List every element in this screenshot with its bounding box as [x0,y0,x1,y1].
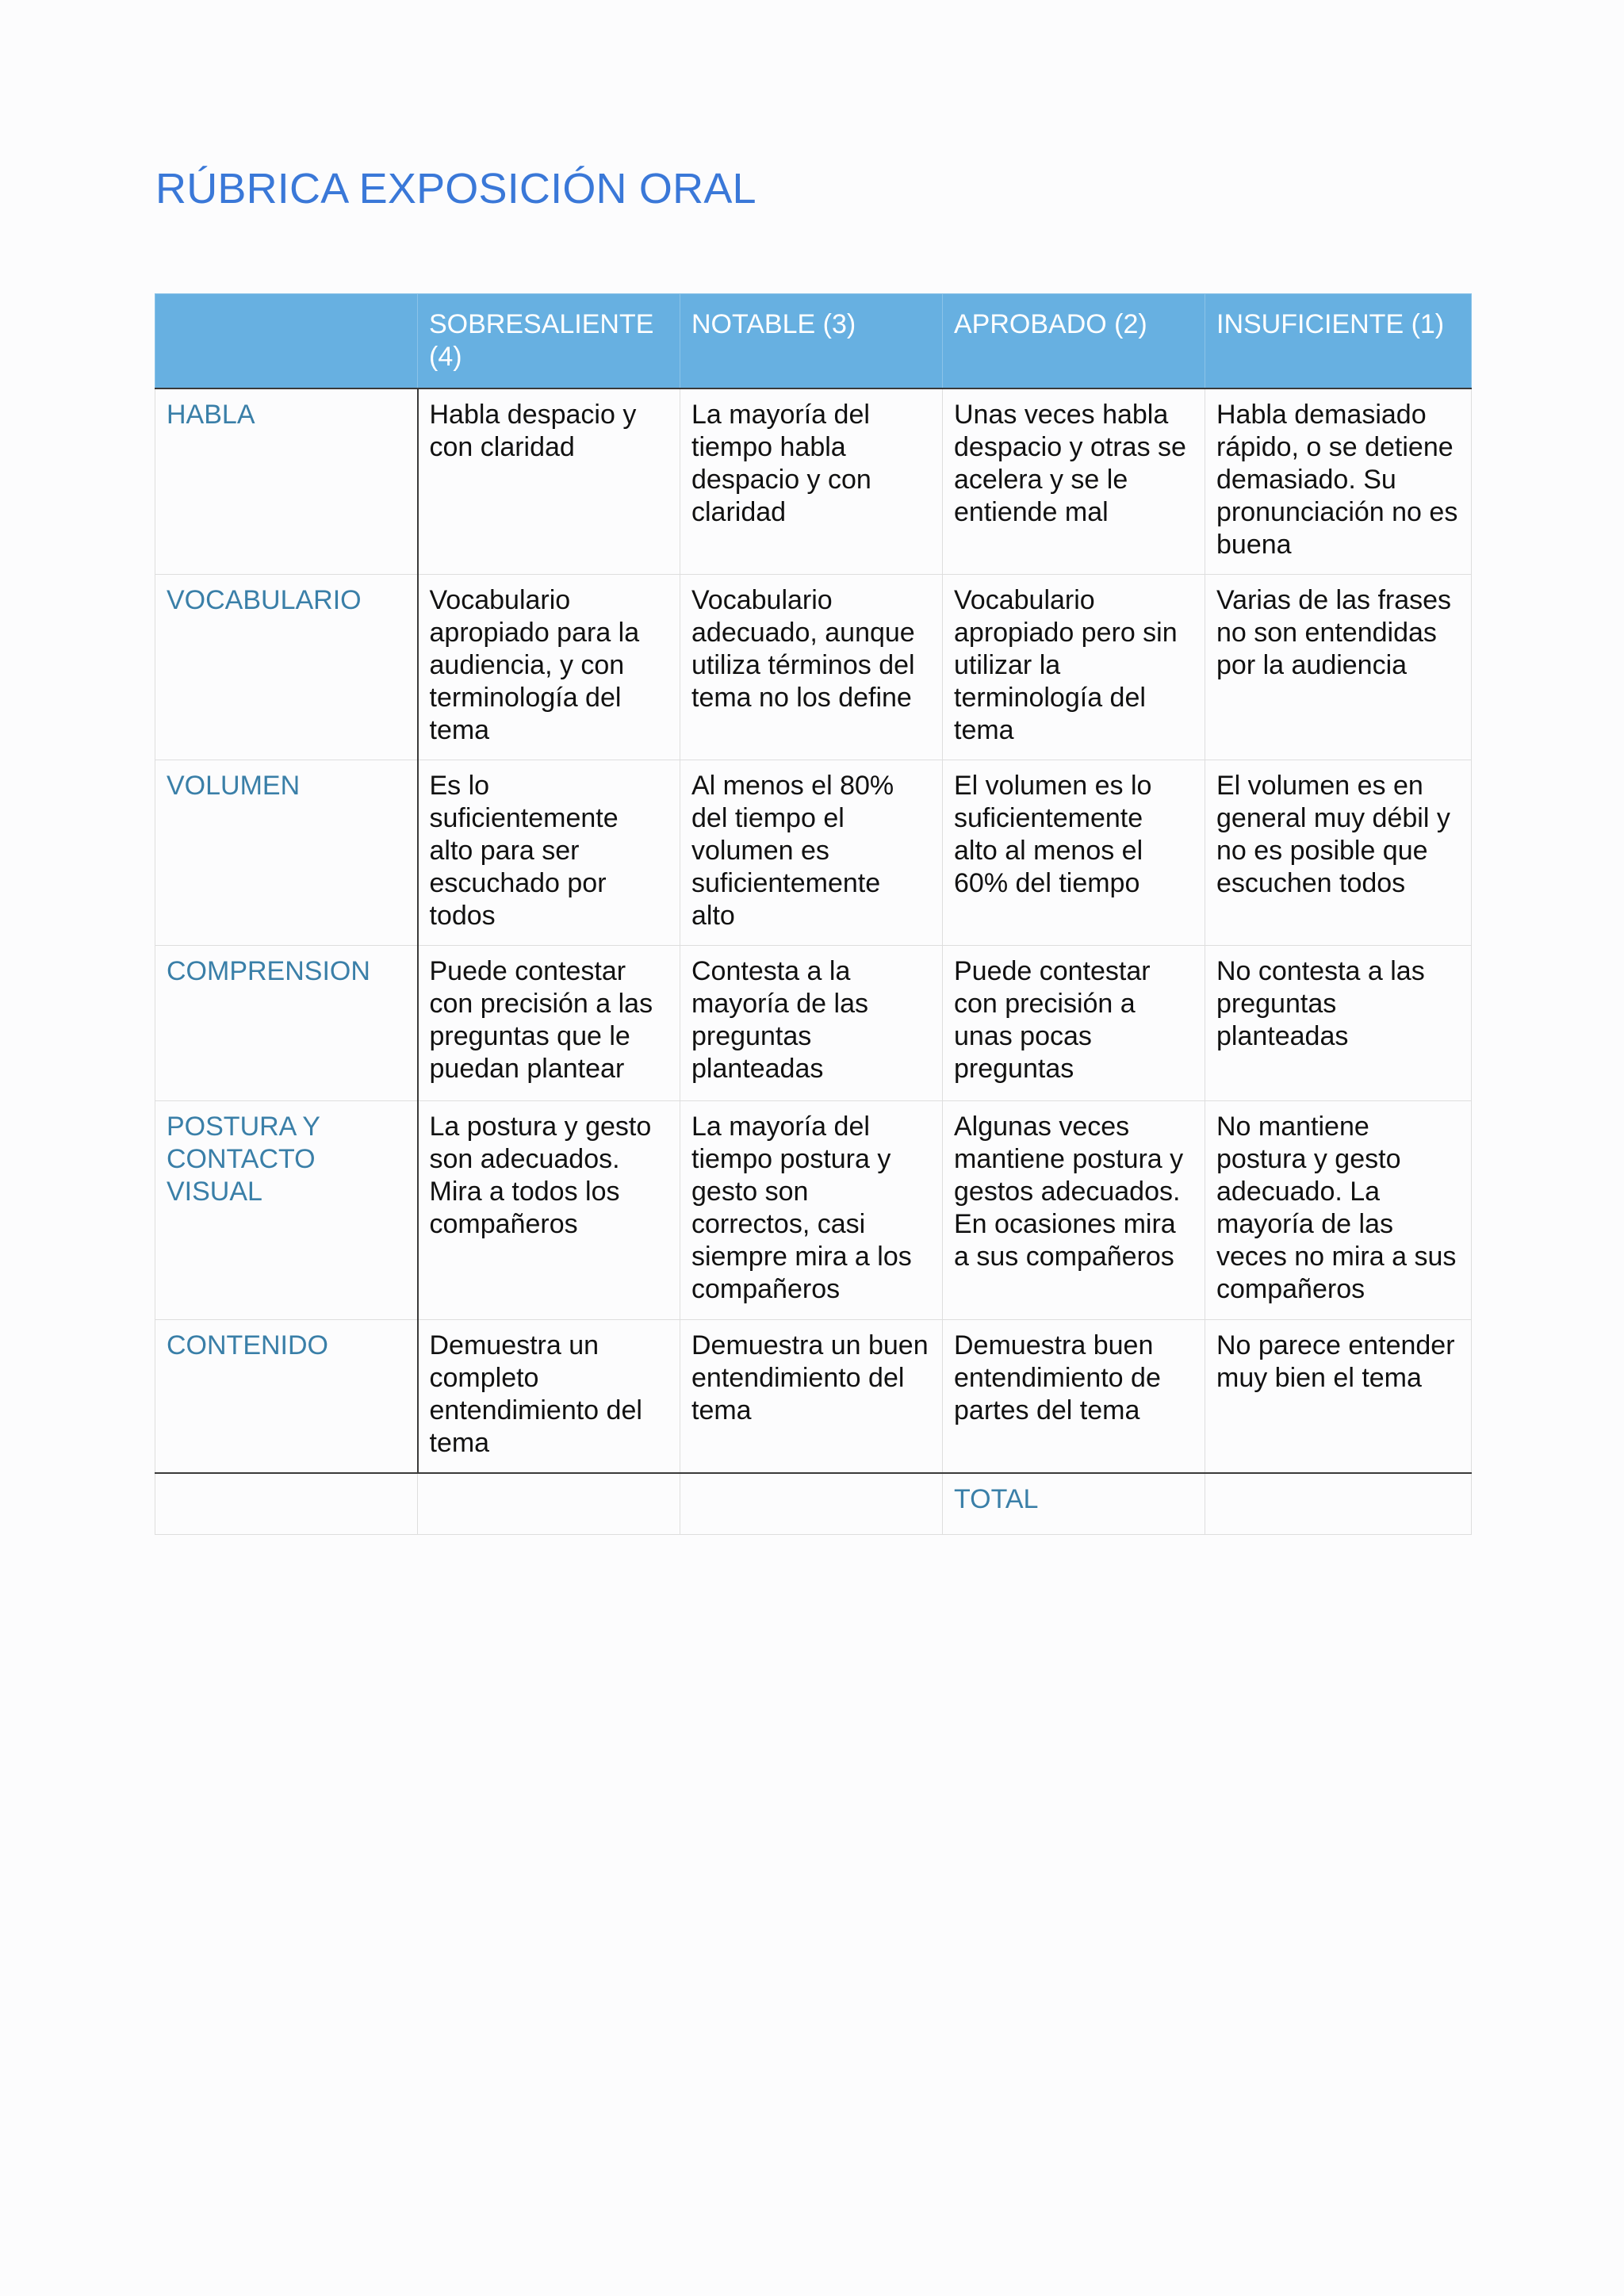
table-row [155,1100,1472,1319]
table-cell: El volumen es en general muy débil y no es posible que escuchen todos [1205,760,1472,945]
header-corner-cell [155,294,418,389]
total-label: TOTAL [943,1473,1205,1535]
table-cell: Es lo suficientemente alto para ser escuchado por todos [418,760,680,945]
table-cell: Contesta a la mayoría de las preguntas planteadas [680,945,943,1100]
table-cell: Habla despacio y con claridad [418,388,680,574]
table-row [155,574,1472,760]
criterion-label: POSTURA Y CONTACTO VISUAL [155,1100,418,1319]
criterion-label: CONTENIDO [155,1319,418,1473]
table-cell: Algunas veces mantiene postura y gestos adecuados. En ocasiones mira a sus compañeros [943,1100,1205,1319]
table-cell: Demuestra buen entendimiento de partes del tema [943,1319,1205,1473]
table-row [155,388,1472,574]
criterion-label: VOCABULARIO [155,574,418,760]
criterion-label: VOLUMEN [155,760,418,945]
table-cell: Demuestra un buen entendimiento del tema [680,1319,943,1473]
table-cell: Puede contestar con precisión a las preguntas que le puedan plantear [418,945,680,1100]
total-empty-cell [418,1473,680,1535]
table-cell: Demuestra un completo entendimiento del tema [418,1319,680,1473]
header-row [155,294,1472,389]
table-cell: Vocabulario apropiado para la audiencia, y con terminología del tema [418,574,680,760]
rubric-table [155,293,1472,1535]
total-row [155,1473,1472,1535]
table-cell: Varias de las frases no son entendidas por la audiencia [1205,574,1472,760]
table-row [155,1319,1472,1473]
table-cell: La mayoría del tiempo habla despacio y con claridad [680,388,943,574]
total-empty-cell [680,1473,943,1535]
table-cell: Unas veces habla despacio y otras se acelera y se le entiende mal [943,388,1205,574]
header-sobresaliente: SOBRESALIENTE (4) [418,294,680,389]
table-cell: No mantiene postura y gesto adecuado. La mayoría de las veces no mira a sus compañeros [1205,1100,1472,1319]
criterion-label: COMPRENSION [155,945,418,1100]
table-cell: No contesta a las preguntas planteadas [1205,945,1472,1100]
header-aprobado: APROBADO (2) [943,294,1205,389]
header-insuficiente: INSUFICIENTE (1) [1205,294,1472,389]
table-cell: La mayoría del tiempo postura y gesto son correctos, casi siempre mira a los compañeros [680,1100,943,1319]
table-cell: Puede contestar con precisión a unas pocas preguntas [943,945,1205,1100]
table-cell: Al menos el 80% del tiempo el volumen es suficientemente alto [680,760,943,945]
table-cell: No parece entender muy bien el tema [1205,1319,1472,1473]
table-cell: Vocabulario apropiado pero sin utilizar la terminología del tema [943,574,1205,760]
table-cell: Habla demasiado rápido, o se detiene demasiado. Su pronunciación no es buena [1205,388,1472,574]
table-cell: Vocabulario adecuado, aunque utiliza términos del tema no los define [680,574,943,760]
total-empty-cell [155,1473,418,1535]
table-cell: El volumen es lo suficientemente alto al menos el 60% del tiempo [943,760,1205,945]
page-title: RÚBRICA EXPOSICIÓN ORAL [155,165,756,212]
header-notable: NOTABLE (3) [680,294,943,389]
table-cell: La postura y gesto son adecuados. Mira a todos los compañeros [418,1100,680,1319]
table-row [155,945,1472,1100]
table-row [155,760,1472,945]
total-value-cell [1205,1473,1472,1535]
criterion-label: HABLA [155,388,418,574]
